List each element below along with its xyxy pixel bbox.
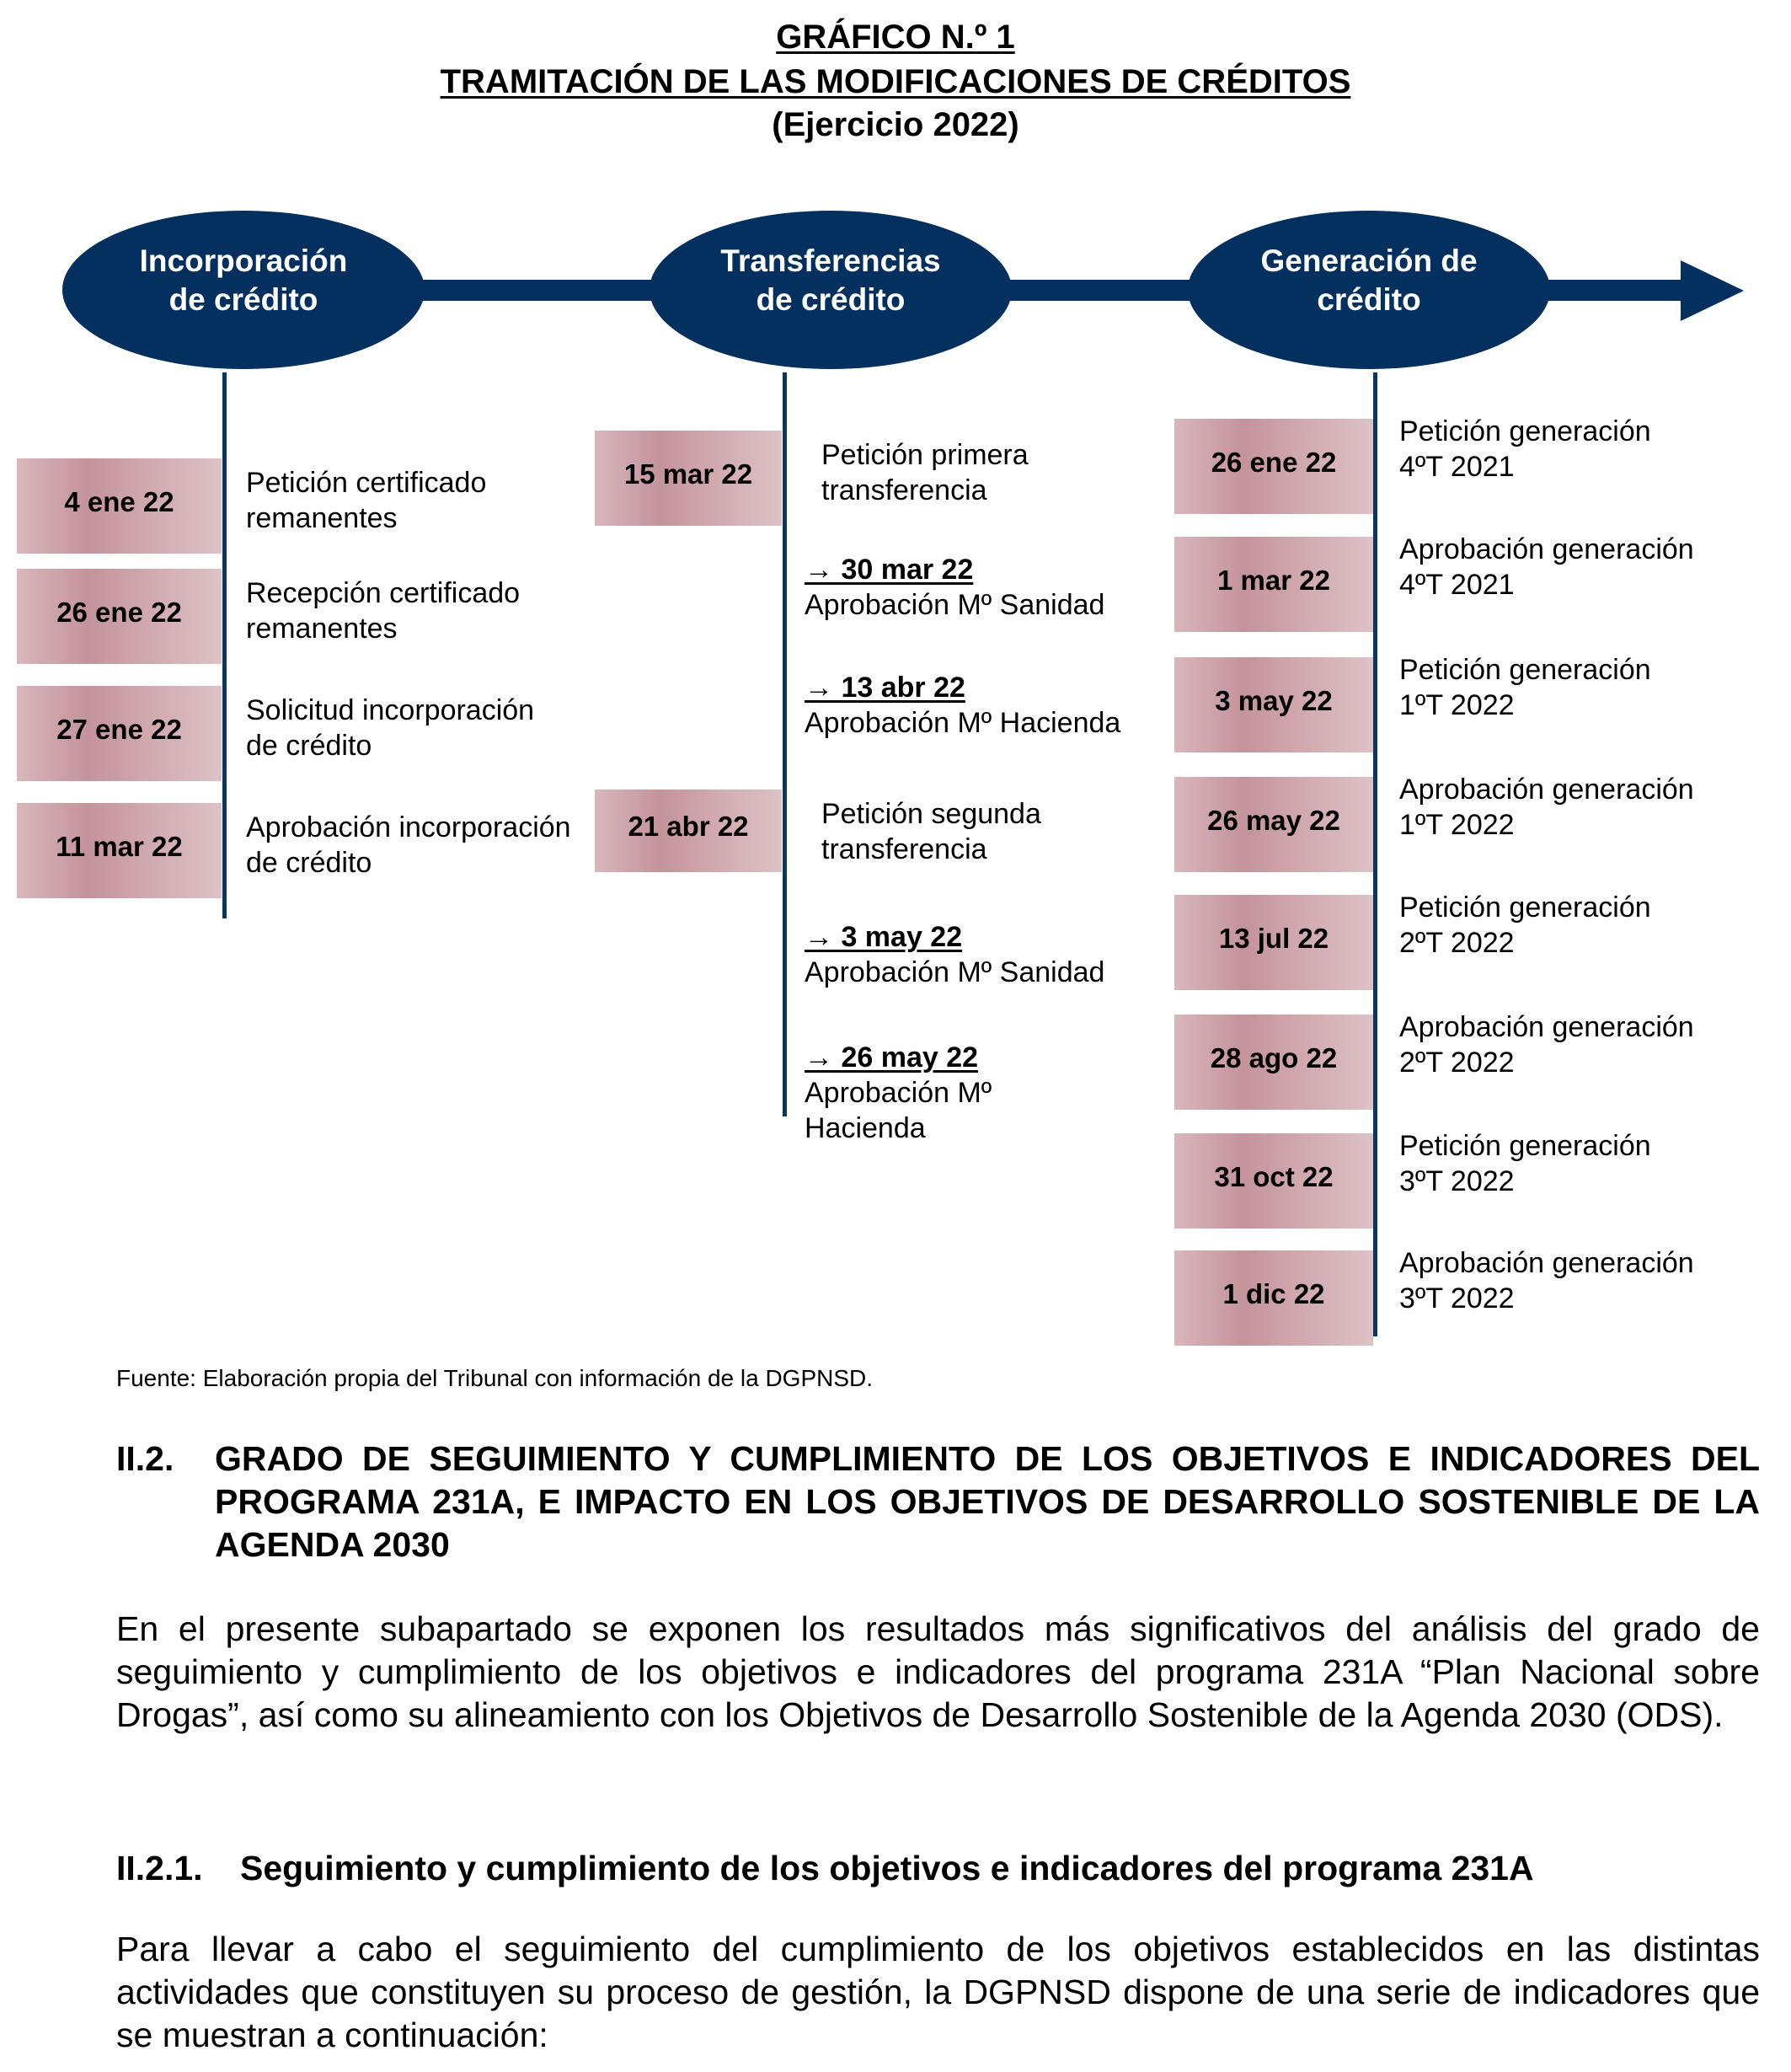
date-box: 26 ene 22 (1174, 419, 1373, 514)
step-description: Petición generación 3ºT 2022 (1399, 1130, 1651, 1197)
date-box: 27 ene 22 (17, 686, 222, 781)
arrow-right-icon: → (805, 672, 833, 704)
date-box: 26 ene 22 (17, 569, 222, 664)
step-description: Solicitud incorporación de crédito (246, 694, 535, 762)
figure-year: (Ejercicio 2022) (772, 106, 1019, 143)
step-description: Petición generación 2ºT 2022 (1399, 891, 1651, 959)
date-box: 1 dic 22 (1174, 1250, 1373, 1346)
step-description: Aprobación generación 4ºT 2021 (1399, 533, 1694, 601)
approval-date-text: 30 mar 22 (841, 554, 974, 586)
step-description: Recepción certificado remanentes (246, 577, 521, 645)
date-box: 1 mar 22 (1174, 537, 1373, 632)
timeline-arrowhead-icon (1681, 260, 1748, 321)
date-box: 15 mar 22 (595, 431, 782, 526)
arrow-right-icon: → (805, 554, 833, 586)
step-description: Petición generación 1ºT 2022 (1399, 654, 1651, 721)
section-heading: GRADO DE SEGUIMIENTO Y CUMPLIMIENTO DE LOS OBJETIVOS E INDICADORES DEL PROGRAMA 231A, E IMPACTO EN LOS OBJETIVOS DE DESARROLLO SOSTENIBLE DE LA AGENDA 2030 (215, 1439, 1760, 1564)
step-description: Petición primera transferencia (821, 439, 1029, 506)
step-description: Petición generación 4ºT 2021 (1399, 415, 1651, 483)
approval-step (805, 919, 1104, 990)
arrow-right-icon: → (805, 1041, 833, 1073)
approval-text: Aprobación Mº Sanidad (805, 589, 1105, 621)
column-line (783, 372, 787, 1116)
date-box: 4 ene 22 (17, 458, 222, 554)
date-box: 31 oct 22 (1174, 1133, 1373, 1229)
figure-title: GRÁFICO N.º 1 (776, 19, 1015, 56)
approval-date-text: 3 may 22 (841, 921, 963, 953)
column-line (1373, 372, 1377, 1336)
approval-step (805, 1040, 992, 1146)
approval-text: Aprobación Mº Hacienda (805, 707, 1121, 739)
step-description: Aprobación generación 3ºT 2022 (1399, 1247, 1694, 1314)
approval-date (805, 672, 965, 704)
approval-date-text: 26 may 22 (841, 1041, 979, 1073)
approval-step (805, 552, 1104, 623)
subsection-paragraph: Para llevar a cabo el seguimiento del cumplimiento de los objetivos establecidos en las distintas actividades que constituyen su proceso de gestión, la DGPNSD dispone de una serie de indicadores que se muestran a continuación: (116, 1930, 1760, 2054)
figure-subtitle: TRAMITACIÓN DE LAS MODIFICACIONES DE CRÉDITOS (440, 63, 1351, 100)
subsection-number: II.2.1. (116, 1849, 203, 1887)
date-box: 21 abr 22 (595, 790, 782, 872)
stage-ellipse: Incorporación de crédito (62, 211, 425, 369)
approval-step (805, 670, 1120, 741)
approval-date-text: 13 abr 22 (841, 672, 965, 704)
section-paragraph: En el presente subapartado se exponen los resultados más significativos del análisis del grado de seguimiento y cumplimiento de los objetivos e indicadores del programa 231A “Plan Nacional sobre Drogas”, así como su alineamiento con los Objetivos de Desarrollo Sostenible de la Agenda 2030 (ODS). (116, 1609, 1760, 1734)
step-description: Petición certificado remanentes (246, 467, 487, 534)
approval-date (805, 1041, 978, 1073)
approval-date (805, 921, 962, 953)
step-description: Aprobación incorporación de crédito (246, 811, 571, 879)
column-line (222, 372, 227, 918)
date-box: 3 may 22 (1174, 657, 1373, 752)
date-box: 13 jul 22 (1174, 895, 1373, 990)
approval-text: Aprobación Mº Sanidad (805, 956, 1105, 988)
step-description: Aprobación generación 1ºT 2022 (1399, 774, 1694, 841)
approval-date (805, 554, 973, 586)
arrow-right-icon: → (805, 921, 833, 953)
stage-ellipse: Transferencias de crédito (650, 211, 1012, 369)
date-box: 11 mar 22 (17, 803, 222, 898)
step-description: Petición segunda transferencia (821, 798, 1041, 865)
subsection-heading: Seguimiento y cumplimiento de los objetivos e indicadores del programa 231A (240, 1849, 1534, 1887)
approval-text: Aprobación Mº Hacienda (805, 1077, 992, 1144)
stage-ellipse: Generación de crédito (1188, 211, 1550, 369)
step-description: Aprobación generación 2ºT 2022 (1399, 1011, 1694, 1079)
figure-source: Fuente: Elaboración propia del Tribunal con información de la DGPNSD. (116, 1365, 874, 1391)
date-box: 26 may 22 (1174, 777, 1373, 872)
section-number: II.2. (116, 1439, 174, 1478)
date-box: 28 ago 22 (1174, 1015, 1373, 1110)
